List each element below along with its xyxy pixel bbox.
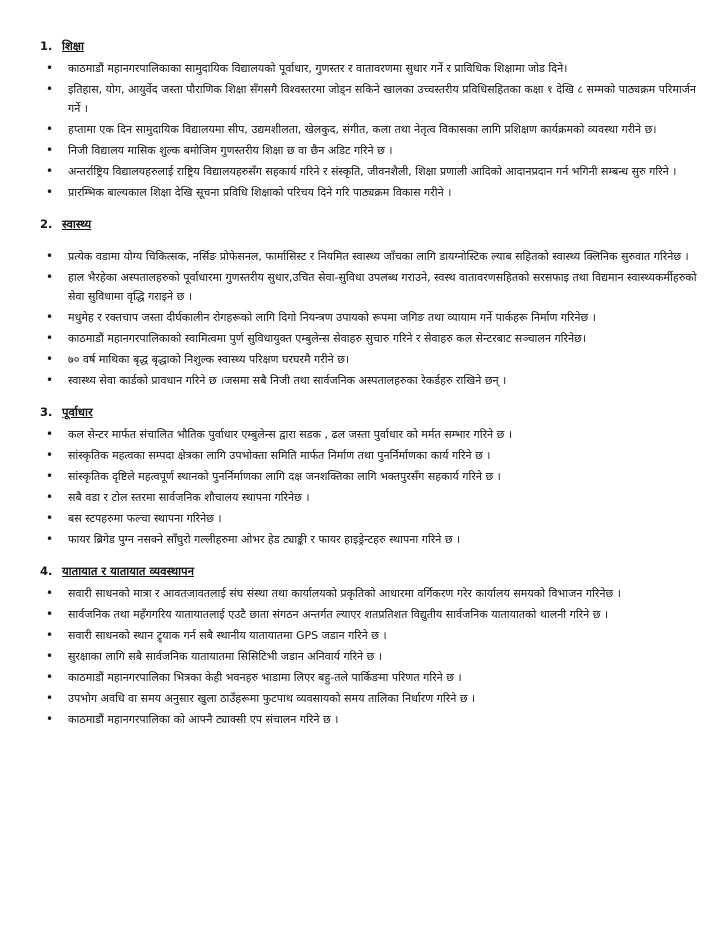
bullet-list [40, 425, 698, 549]
list-item: • सवारी साधनको स्थान ट्र्याक गर्न सबै स्थानीय यातायातमा GPS जडान गरिने छ । [40, 626, 698, 645]
list-item: • सांस्कृतिक दृष्टिले महत्वपूर्ण स्थानको पुनर्निर्माणका लागि दक्ष जनशक्तिका लागि भक्तपुरसँग सहकार्य गरिने छ । [40, 467, 698, 486]
section-number: 3. [40, 405, 53, 419]
list-item: • सबै वडा र टोल स्तरमा सार्वजनिक शौचालय स्थापना गरिनेछ । [40, 488, 698, 507]
section-heading [40, 38, 698, 54]
section-heading [40, 216, 698, 232]
list-item: • निजी विद्यालय मासिक शुल्क बमोजिम गुणस्तरीय शिक्षा छ वा छैन अडिट गरिने छ । [40, 141, 698, 160]
section-transport [40, 563, 698, 729]
list-item: • सुरक्षाका लागि सबै सार्वजनिक यातायातमा सिसिटिभी जडान अनिवार्य गरिने छ । [40, 647, 698, 666]
section-title: शिक्षा [62, 39, 85, 53]
bullet-list [40, 584, 698, 729]
list-item: • काठमाडौं महानगरपालिकाका सामुदायिक विद्यालयको पूर्वाधार, गुणस्तर र वातावरणमा सुधार गर्ने र प्राविधिक शिक्षामा जोड दिने। [40, 59, 698, 78]
list-item: • ७० वर्ष माथिका बृद्ध बृद्धाको निशुल्क स्वास्थ्य परिक्षण घरघरमै गरीने छ। [40, 350, 698, 369]
section-title: स्वास्थ्य [62, 217, 92, 231]
list-item: • स्वास्थ्य सेवा कार्डको प्रावधान गरिने छ ।जसमा सबै निजी तथा सार्वजनिक अस्पतालहरुका रेकर्डहरु राखिने छन् । [40, 371, 698, 390]
list-item: • हप्तामा एक दिन सामुदायिक विद्यालयमा सीप, उद्यमशीलता, खेलकुद, संगीत, कला तथा नेतृत्व विकासका लागि प्रशिक्षण कार्यक्रमको व्यवस्था गरीने छ। [40, 120, 698, 139]
list-item: • सांस्कृतिक महत्वका सम्पदा क्षेत्रका लागि उपभोक्ता समिति मार्फत निर्माण तथा पुनर्निर्माणका कार्य गरिने छ । [40, 446, 698, 465]
list-item: • काठमाडौं महानगरपालिकाको स्वामित्वमा पुर्ण सुविधायुक्त एम्बुलेन्स सेवाहरु सुचारु गरिने र सेवाहरु कल सेन्टरबाट सञ्चालन गरिनेछ। [40, 329, 698, 348]
section-education [40, 38, 698, 202]
section-number: 4. [40, 564, 53, 578]
section-number: 1. [40, 39, 53, 53]
list-item: • सवारी साधनको मात्रा र आवतजावतलाई संघ संस्था तथा कार्यालयको प्रकृतिको आधारमा वर्गिकरण गरेर कार्यालय समयको विभाजन गरिनेछ । [40, 584, 698, 603]
bullet-list [40, 59, 698, 202]
list-item: • प्रारम्भिक बाल्यकाल शिक्षा देखि सूचना प्रविधि शिक्षाको परिचय दिने गरि पाठ्यक्रम विकास गरीने । [40, 183, 698, 202]
list-item: • प्रत्येक वडामा योग्य चिकित्सक, नर्सिङ प्रोफेसनल, फार्मासिस्ट र नियमित स्वास्थ्य जाँचका लागि डायग्नोस्टिक ल्याब सहितको स्वास्थ्य क्लिनिक सुरुवात गरिनेछ । [40, 247, 698, 266]
section-heading [40, 404, 698, 420]
list-item: • उपभोग अवधि वा समय अनुसार खुला ठाउँहरूमा फुटपाथ व्यवसायको समय तालिका निर्धारण गरिने छ । [40, 689, 698, 708]
list-item: • काठमाडौं महानगरपालिका को आफ्नै ट्याक्सी एप संचालन गरिने छ । [40, 710, 698, 729]
list-item: • मधुमेह र रक्तचाप जस्ता दीर्घकालीन रोगहरूको लागि दिगो नियन्त्रण उपायको रूपमा जगिङ तथा व्यायाम गर्ने पार्कहरू निर्माण गरिनेछ । [40, 308, 698, 327]
section-number: 2. [40, 217, 53, 231]
list-item: • बस स्टपहरुमा फल्चा स्थापना गरिनेछ । [40, 509, 698, 528]
bullet-list [40, 247, 698, 390]
list-item: • काठमाडौं महानगरपालिका भित्रका केही भवनहरु भाडामा लिएर बहु-तले पार्किङमा परिणत गरिने छ । [40, 668, 698, 687]
list-item: • अन्तर्राष्ट्रिय विद्यालयहरुलाई राष्ट्रिय विद्यालयहरुसँग सहकार्य गरिने र संस्कृति, जीवनशैली, शिक्षा प्रणाली आदिको आदानप्रदान गर्न भगिनी सम्बन्ध सुरु गरिने । [40, 162, 698, 181]
section-heading [40, 563, 698, 579]
list-item: • इतिहास, योग, आयुर्वेद जस्ता पौराणिक शिक्षा सँगसगै विश्वस्तरमा जोड्न सकिने खालका उच्चस्तरीय प्रविधिसहितका कक्षा १ देखि ८ सम्मको पाठ्यक्रम परिमार्जन गर्ने । [40, 80, 698, 118]
section-health [40, 216, 698, 390]
list-item: • कल सेन्टर मार्फत संचालित भौतिक पुर्वाधार एम्बुलेन्स द्वारा सडक , ढल जस्ता पुर्वाधार को मर्मत सम्भार गरिने छ । [40, 425, 698, 444]
section-title: पूर्वाधार [62, 405, 93, 419]
spacer [40, 237, 698, 247]
list-item: • हाल भैरहेका अस्पतालहरुको पूर्वाधारमा गुणस्तरीय सुधार,उचित सेवा-सुविधा उपलब्ध गराउने, स्वस्थ वातावरणसहितको सरसफाइ तथा विद्यमान स्वास्थ्यकर्मीहरुको सेवा सुविधामा वृद्धि गराइने छ । [40, 268, 698, 306]
list-item: • सार्वजनिक तथा महँगगरिय यातायातलाई एउटै छाता संगठन अन्तर्गत ल्याएर शतप्रतिशत विद्युतीय सार्वजनिक यातायातको थालनी गरिने छ । [40, 605, 698, 624]
list-item: • फायर ब्रिगेड पुग्न नसक्ने साँघुरो गल्लीहरुमा ओभर हेड ट्याङ्की र फायर हाइड्रेन्टहरु स्थापना गरिने छ । [40, 530, 698, 549]
section-title: यातायात र यातायात व्यवस्थापन [62, 564, 194, 578]
section-infrastructure [40, 404, 698, 549]
